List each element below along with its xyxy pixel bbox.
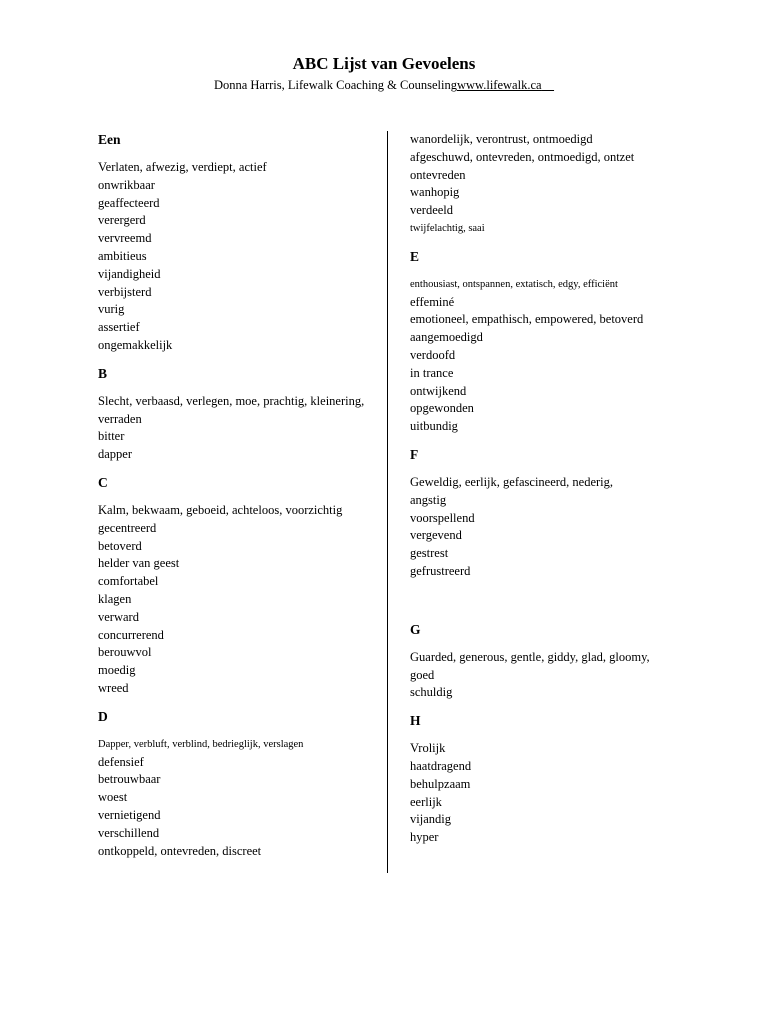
section-letter: F (410, 446, 419, 462)
feeling-word: opgewonden (410, 401, 474, 416)
section-letter: B (98, 365, 108, 381)
section-letter: C (98, 474, 108, 490)
section-e (410, 238, 700, 436)
feeling-word: ontevreden (410, 167, 466, 182)
feeling-word: comfortabel (98, 574, 159, 589)
feeling-word: emotioneel, empathisch, empowered, betoverd (410, 312, 644, 327)
feeling-word: Slecht, verbaasd, verlegen, moe, prachtig, kleinering, (98, 393, 365, 408)
feeling-word: verward (98, 609, 139, 624)
feeling-word: uitbundig (410, 419, 458, 434)
feeling-word: ambitieus (98, 248, 147, 263)
feeling-word: goed (410, 667, 435, 682)
section-f (410, 436, 700, 581)
section-spacer (410, 702, 700, 712)
page-title: ABC Lijst van Gevoelens (292, 54, 476, 73)
feeling-word: ontwijkend (410, 383, 467, 398)
heading-spacer (410, 639, 700, 649)
heading-spacer (98, 726, 383, 736)
section-spacer (410, 581, 700, 621)
feeling-word: aangemoedigd (410, 330, 483, 345)
feeling-word: Kalm, bekwaam, geboeid, achteloos, voorzichtig (98, 502, 343, 517)
section-spacer (410, 238, 700, 248)
left-column (98, 131, 383, 860)
feeling-word: in trance (410, 365, 454, 380)
feeling-word: twijfelachtig, saai (410, 222, 485, 234)
feeling-word: gecentreerd (98, 520, 157, 535)
feeling-word: enthousiast, ontspannen, extatisch, edgy, efficiënt (410, 278, 618, 290)
feeling-word: schuldig (410, 685, 453, 700)
heading-spacer (98, 383, 383, 393)
section-letter: G (410, 621, 421, 637)
heading-spacer (410, 730, 700, 740)
feeling-word: vijandig (410, 812, 451, 827)
section-letter: Een (98, 132, 121, 147)
feeling-word: Geweldig, eerlijk, gefascineerd, nederig, (410, 474, 614, 489)
feeling-word: behulpzaam (410, 776, 471, 791)
feeling-word: Vrolijk (410, 741, 446, 756)
section-spacer (410, 436, 700, 446)
feeling-word: vergevend (410, 528, 462, 543)
section-een (98, 131, 383, 355)
column-divider (387, 131, 388, 873)
section-b (98, 355, 383, 464)
feeling-word: helder van geest (98, 556, 180, 571)
link-underline-tail (542, 78, 555, 92)
feeling-word: effeminé (410, 294, 455, 309)
section-letter: E (410, 248, 420, 264)
feeling-word: woest (98, 790, 128, 805)
feeling-word: Verlaten, afwezig, verdiept, actief (98, 160, 267, 174)
feeling-word: verraden (98, 411, 142, 426)
feeling-word: angstig (410, 492, 447, 507)
section-d-continued (410, 131, 700, 238)
feeling-word: afgeschuwd, ontevreden, ontmoedigd, ontzet (410, 149, 635, 164)
feeling-word: eerlijk (410, 794, 442, 809)
feeling-word: defensief (98, 754, 144, 769)
feeling-word: verbijsterd (98, 284, 152, 299)
feeling-word: voorspellend (410, 510, 475, 525)
feeling-word: verschillend (98, 825, 160, 840)
feeling-word: concurrerend (98, 627, 164, 642)
feeling-word: assertief (98, 320, 140, 335)
feeling-word: bitter (98, 429, 125, 444)
feeling-word: betrouwbaar (98, 772, 161, 787)
feeling-word: moedig (98, 663, 136, 678)
section-spacer (98, 355, 383, 365)
feeling-word: Dapper, verbluft, verblind, bedrieglijk, verslagen (98, 738, 304, 750)
feeling-word: dapper (98, 447, 133, 462)
feeling-word: vijandigheid (98, 266, 161, 281)
section-h (410, 702, 700, 847)
section-d (98, 698, 383, 861)
feeling-word: wreed (98, 680, 129, 695)
right-column (410, 131, 700, 847)
section-g (410, 581, 700, 702)
feeling-word: vernietigend (98, 807, 161, 822)
feeling-word: betoverd (98, 538, 142, 553)
feeling-word: Guarded, generous, gentle, giddy, glad, gloomy, (410, 649, 650, 664)
feeling-word: ontkoppeld, ontevreden, discreet (98, 843, 262, 858)
heading-spacer (98, 149, 383, 159)
feeling-word: verergerd (98, 213, 146, 228)
feeling-word: ongemakkelijk (98, 337, 173, 352)
subtitle (0, 78, 768, 93)
feeling-word: vervreemd (98, 231, 152, 246)
heading-spacer (410, 266, 700, 276)
feeling-word: gestrest (410, 546, 449, 561)
feeling-word: haatdragend (410, 758, 472, 773)
section-c (98, 464, 383, 698)
feeling-word: hyper (410, 830, 439, 845)
section-spacer (98, 698, 383, 708)
section-letter: H (410, 713, 421, 729)
feeling-word: wanhopig (410, 185, 460, 200)
feeling-word: vurig (98, 302, 125, 317)
feeling-word: wanordelijk, verontrust, ontmoedigd (410, 132, 593, 146)
section-spacer (98, 464, 383, 474)
website-link[interactable]: www.lifewalk.ca (456, 78, 542, 92)
feeling-word: berouwvol (98, 645, 152, 660)
section-letter: D (98, 708, 108, 724)
feeling-word: verdeeld (410, 203, 454, 218)
heading-spacer (410, 464, 700, 474)
feeling-word: klagen (98, 591, 132, 606)
feeling-word: geaffecteerd (98, 195, 160, 210)
feeling-word: gefrustreerd (410, 563, 471, 578)
heading-spacer (98, 492, 383, 502)
feeling-word: verdoofd (410, 347, 456, 362)
author-line: Donna Harris, Lifewalk Coaching & Counseling (213, 78, 457, 92)
feeling-word: onwrikbaar (98, 177, 155, 192)
